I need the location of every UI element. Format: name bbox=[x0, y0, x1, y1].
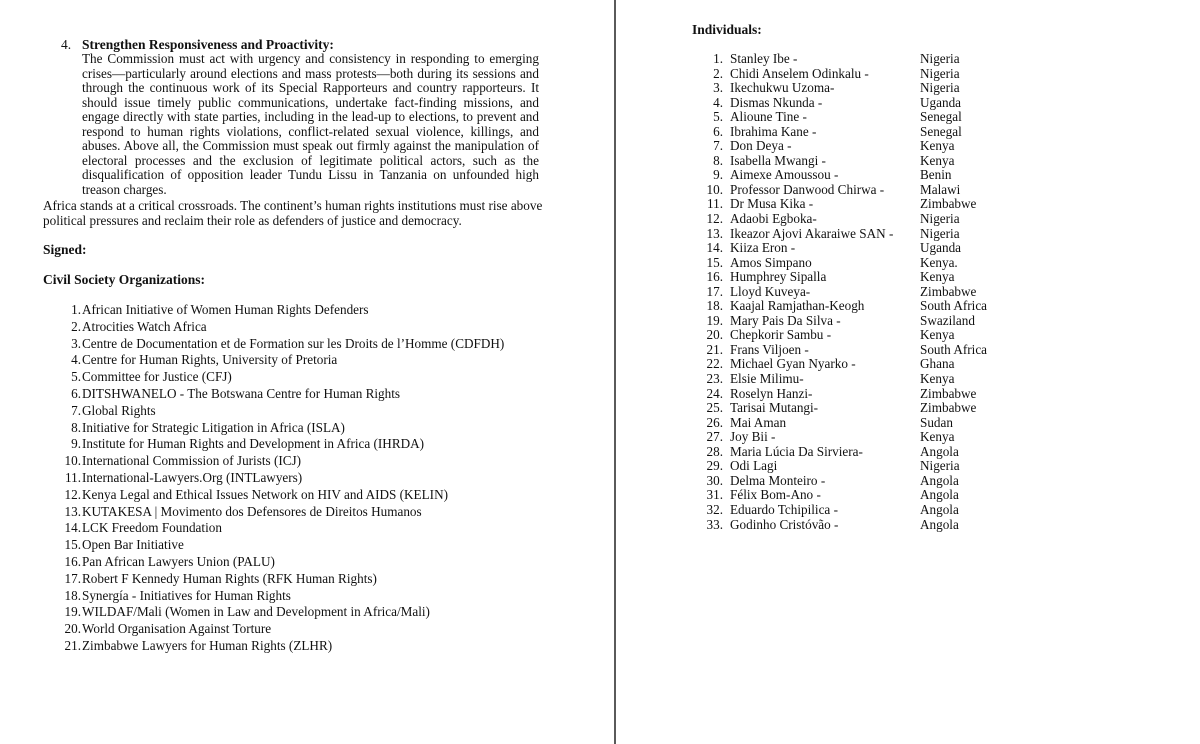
individual-item bbox=[690, 474, 990, 489]
organization-item bbox=[43, 453, 302, 470]
individual-number: 32. bbox=[706, 501, 723, 517]
organization-name: LCK Freedom Foundation bbox=[82, 520, 222, 536]
section-4-number: 4. bbox=[61, 37, 72, 52]
individual-name: Alioune Tine - bbox=[730, 109, 807, 125]
individual-item bbox=[690, 183, 990, 198]
individual-country: Uganda bbox=[920, 240, 962, 256]
individual-item bbox=[690, 328, 990, 343]
individual-country: Angola bbox=[920, 472, 959, 488]
organization-number: 10. bbox=[64, 453, 81, 469]
organization-number: 19. bbox=[64, 604, 81, 620]
organization-name: Centre for Human Rights, University of Pretoria bbox=[82, 352, 338, 368]
organization-item bbox=[43, 621, 272, 638]
individual-item bbox=[690, 357, 990, 372]
organization-name: Robert F Kennedy Human Rights (RFK Human Rights) bbox=[82, 570, 377, 586]
individual-item bbox=[690, 430, 990, 445]
organization-name: KUTAKESA | Movimento dos Defensores de Direitos Humanos bbox=[82, 503, 422, 519]
individual-name: Dr Musa Kika - bbox=[730, 196, 814, 212]
individual-name: Tarisai Mutangi- bbox=[730, 400, 819, 416]
section-4-title: Strengthen Responsiveness and Proactivity: bbox=[82, 37, 334, 52]
organization-number: 8. bbox=[71, 419, 81, 435]
organization-name: Zimbabwe Lawyers for Human Rights (ZLHR) bbox=[82, 637, 333, 653]
organization-name: International Commission of Jurists (ICJ) bbox=[82, 453, 302, 469]
individual-country: Kenya. bbox=[920, 254, 958, 270]
individual-country: South Africa bbox=[920, 341, 988, 357]
individual-name: Chidi Anselem Odinkalu - bbox=[730, 65, 869, 81]
individual-item bbox=[690, 96, 990, 111]
organization-item bbox=[43, 553, 275, 571]
organization-item bbox=[43, 419, 345, 437]
organization-item bbox=[43, 570, 377, 588]
individual-number: 11. bbox=[707, 196, 723, 212]
individual-number: 1. bbox=[713, 51, 723, 66]
individual-country: Kenya bbox=[920, 371, 955, 387]
organization-name: Institute for Human Rights and Development in Africa (IHRDA) bbox=[82, 436, 425, 452]
organization-item bbox=[43, 335, 505, 353]
organization-name: Synergía - Initiatives for Human Rights bbox=[82, 587, 291, 603]
individual-item bbox=[690, 401, 990, 416]
individual-item bbox=[690, 256, 990, 271]
individual-country: Zimbabwe bbox=[920, 283, 977, 299]
organization-number: 14. bbox=[64, 520, 81, 536]
individual-name: Odi Lagi bbox=[730, 458, 778, 474]
individual-name: Félix Bom-Ano - bbox=[730, 487, 821, 503]
individual-number: 21. bbox=[706, 341, 723, 357]
organization-name: Initiative for Strategic Litigation in Africa (ISLA) bbox=[82, 419, 345, 435]
organization-item bbox=[43, 385, 401, 403]
individual-name: Chepkorir Sambu - bbox=[730, 327, 832, 343]
organization-name: Atrocities Watch Africa bbox=[82, 318, 207, 334]
organization-number: 16. bbox=[64, 553, 81, 569]
individual-country: Ghana bbox=[920, 356, 955, 372]
individual-country: South Africa bbox=[920, 298, 988, 314]
individual-number: 22. bbox=[706, 356, 723, 372]
individual-number: 16. bbox=[706, 269, 723, 285]
individual-item bbox=[690, 154, 990, 169]
individual-country: Kenya bbox=[920, 138, 955, 154]
individual-name: Godinho Cristóvão - bbox=[730, 516, 839, 532]
individual-country: Nigeria bbox=[920, 65, 960, 81]
individual-number: 28. bbox=[706, 443, 723, 459]
individual-name: Mai Aman bbox=[730, 414, 787, 430]
individual-name: Roselyn Hanzi- bbox=[730, 385, 813, 401]
individual-number: 23. bbox=[706, 371, 723, 387]
organization-number: 15. bbox=[64, 537, 81, 553]
individual-number: 3. bbox=[713, 80, 723, 96]
individual-item bbox=[690, 52, 990, 67]
individual-item bbox=[690, 387, 990, 402]
organization-item bbox=[43, 503, 422, 521]
individual-item bbox=[690, 372, 990, 387]
organization-item bbox=[43, 302, 369, 319]
individual-name: Joy Bii - bbox=[730, 429, 776, 445]
individual-country: Kenya bbox=[920, 429, 955, 445]
individual-item bbox=[690, 299, 990, 314]
individual-country: Benin bbox=[920, 167, 952, 183]
individual-country: Uganda bbox=[920, 94, 962, 110]
individual-name: Eduardo Tchipilica - bbox=[730, 501, 838, 517]
individual-number: 4. bbox=[713, 94, 723, 110]
organization-name: DITSHWANELO - The Botswana Centre for Human Rights bbox=[82, 385, 401, 401]
organization-item bbox=[43, 352, 338, 369]
individual-name: Michael Gyan Nyarko - bbox=[730, 356, 856, 372]
individual-country: Angola bbox=[920, 501, 959, 517]
individual-name: Dismas Nkunda - bbox=[730, 94, 823, 110]
individual-item bbox=[690, 168, 990, 183]
organization-number: 2. bbox=[71, 318, 81, 334]
individual-item bbox=[690, 445, 990, 460]
individual-name: Amos Simpano bbox=[730, 254, 812, 270]
individual-country: Nigeria bbox=[920, 80, 960, 96]
individual-item bbox=[690, 503, 990, 518]
individual-name: Mary Pais Da Silva - bbox=[730, 312, 841, 328]
individual-country: Kenya bbox=[920, 327, 955, 343]
organization-item bbox=[43, 537, 184, 554]
individual-name: Stanley Ibe - bbox=[730, 51, 798, 66]
individual-number: 6. bbox=[713, 123, 723, 139]
individual-item bbox=[690, 285, 990, 300]
organization-item bbox=[43, 520, 222, 537]
individual-name: Maria Lúcia Da Sirviera- bbox=[730, 443, 863, 459]
individual-country: Angola bbox=[920, 443, 959, 459]
individual-name: Kaajal Ramjathan-Keogh bbox=[730, 298, 865, 314]
individual-country: Kenya bbox=[920, 269, 955, 285]
organization-number: 9. bbox=[71, 436, 81, 452]
individual-name: Frans Viljoen - bbox=[730, 341, 809, 357]
individual-country: Angola bbox=[920, 487, 959, 503]
individual-number: 29. bbox=[706, 458, 723, 474]
organization-number: 12. bbox=[64, 486, 81, 502]
individuals-heading: Individuals: bbox=[692, 22, 762, 37]
individual-number: 27. bbox=[706, 429, 723, 445]
individual-name: Ikechukwu Uzoma- bbox=[730, 80, 835, 96]
individual-name: Adaobi Egboka- bbox=[730, 211, 817, 227]
individual-number: 10. bbox=[706, 181, 723, 197]
organization-number: 7. bbox=[71, 402, 81, 418]
section-4-body: The Commission must act with urgency and consistency in responding to emerging crises—particularly around elections and mass protests—both during its sessions and through the continuous work of its Special Rapporteurs and country rapporteurs. It should issue timely public communications, undertake fact-finding missions, and engage directly with state parties, including in the lead-up to elections, to prevent and respond to human rights violations, conflict-related sexual violence, killings, and abuses. Above all, the Commission must speak out firmly against the manipulation of electoral processes and the exclusion of legitimate political actors, such as the disqualification of opposition leader Tundu Lissu in Tanzania on unfounded high treason charges. bbox=[82, 51, 539, 197]
organization-number: 17. bbox=[64, 570, 81, 586]
individual-country: Nigeria bbox=[920, 51, 960, 66]
organization-name: Kenya Legal and Ethical Issues Network on HIV and AIDS (KELIN) bbox=[82, 486, 448, 502]
individual-country: Nigeria bbox=[920, 458, 960, 474]
organizations-list bbox=[43, 302, 505, 655]
individual-number: 7. bbox=[713, 138, 723, 154]
organization-name: Pan African Lawyers Union (PALU) bbox=[82, 553, 275, 569]
individual-name: Humphrey Sipalla bbox=[730, 269, 827, 285]
organization-number: 4. bbox=[71, 352, 81, 368]
individual-number: 30. bbox=[706, 472, 723, 488]
closing-paragraph: Africa stands at a critical crossroads. The continent’s human rights institutions must rise above political pressures and reclaim their role as defenders of justice and democracy. bbox=[43, 198, 543, 228]
individual-item bbox=[690, 343, 990, 358]
individual-country: Zimbabwe bbox=[920, 400, 977, 416]
individual-number: 9. bbox=[713, 167, 723, 183]
organization-item bbox=[43, 318, 207, 336]
individual-item bbox=[690, 416, 990, 431]
individual-number: 5. bbox=[713, 109, 723, 125]
individual-item bbox=[690, 518, 990, 533]
individual-item bbox=[690, 241, 990, 256]
organization-name: World Organisation Against Torture bbox=[82, 621, 272, 637]
individual-item bbox=[690, 197, 990, 212]
individual-country: Nigeria bbox=[920, 225, 960, 241]
individual-name: Elsie Milimu- bbox=[730, 371, 804, 387]
individual-country: Swaziland bbox=[920, 312, 975, 328]
organization-number: 13. bbox=[64, 503, 81, 519]
organization-name: Committee for Justice (CFJ) bbox=[82, 369, 232, 385]
organization-name: WILDAF/Mali (Women in Law and Development in Africa/Mali) bbox=[82, 604, 430, 620]
individual-item bbox=[690, 270, 990, 285]
individual-name: Kiiza Eron - bbox=[730, 240, 796, 256]
individual-number: 2. bbox=[713, 65, 723, 81]
individual-number: 8. bbox=[713, 152, 723, 168]
organization-number: 20. bbox=[64, 621, 81, 637]
individual-name: Isabella Mwangi - bbox=[730, 152, 826, 168]
individual-item bbox=[690, 459, 990, 474]
individual-number: 18. bbox=[706, 298, 723, 314]
individual-country: Nigeria bbox=[920, 211, 960, 227]
organization-item bbox=[43, 486, 448, 504]
organization-item bbox=[43, 436, 425, 453]
individuals-list bbox=[690, 52, 990, 532]
individual-number: 17. bbox=[706, 283, 723, 299]
organization-name: Open Bar Initiative bbox=[82, 537, 184, 553]
organization-name: Global Rights bbox=[82, 402, 156, 418]
cso-heading: Civil Society Organizations: bbox=[43, 272, 205, 287]
individual-number: 19. bbox=[706, 312, 723, 328]
individual-item bbox=[690, 67, 990, 82]
organization-item bbox=[43, 402, 156, 420]
organization-name: African Initiative of Women Human Rights Defenders bbox=[82, 302, 369, 317]
organization-number: 1. bbox=[71, 302, 81, 317]
individual-country: Sudan bbox=[920, 414, 953, 430]
individual-item bbox=[690, 81, 990, 96]
organization-item bbox=[43, 587, 291, 605]
individual-item bbox=[690, 139, 990, 154]
individual-name: Aimexe Amoussou - bbox=[730, 167, 839, 183]
organization-item bbox=[43, 469, 303, 487]
organization-number: 5. bbox=[71, 369, 81, 385]
individual-item bbox=[690, 212, 990, 227]
organization-number: 11. bbox=[65, 469, 81, 485]
individual-number: 13. bbox=[706, 225, 723, 241]
individual-number: 12. bbox=[706, 211, 723, 227]
organization-name: Centre de Documentation et de Formation sur les Droits de l’Homme (CDFDH) bbox=[82, 335, 505, 351]
individual-name: Ikeazor Ajovi Akaraiwe SAN - bbox=[730, 225, 894, 241]
organization-item bbox=[43, 369, 232, 386]
individual-number: 14. bbox=[706, 240, 723, 256]
individual-country: Angola bbox=[920, 516, 959, 532]
individual-number: 20. bbox=[706, 327, 723, 343]
organization-item bbox=[43, 604, 430, 621]
individual-country: Malawi bbox=[920, 181, 961, 197]
organization-number: 21. bbox=[64, 637, 81, 653]
individual-country: Senegal bbox=[920, 123, 962, 139]
individual-item bbox=[690, 110, 990, 125]
organization-number: 18. bbox=[64, 587, 81, 603]
individual-name: Ibrahima Kane - bbox=[730, 123, 817, 139]
individual-item bbox=[690, 227, 990, 242]
organization-name: International-Lawyers.Org (INTLawyers) bbox=[82, 469, 303, 485]
individual-item bbox=[690, 488, 990, 503]
individual-name: Don Deya - bbox=[730, 138, 792, 154]
organization-number: 6. bbox=[71, 385, 81, 401]
organization-item bbox=[43, 637, 333, 655]
individual-country: Senegal bbox=[920, 109, 962, 125]
signed-heading: Signed: bbox=[43, 242, 87, 257]
individual-number: 33. bbox=[706, 516, 723, 532]
individual-name: Delma Monteiro - bbox=[730, 472, 826, 488]
organization-number: 3. bbox=[71, 335, 81, 351]
individual-item bbox=[690, 125, 990, 140]
individual-number: 15. bbox=[706, 254, 723, 270]
individual-country: Kenya bbox=[920, 152, 955, 168]
individual-number: 31. bbox=[706, 487, 723, 503]
individual-country: Zimbabwe bbox=[920, 196, 977, 212]
individual-number: 26. bbox=[706, 414, 723, 430]
individual-name: Professor Danwood Chirwa - bbox=[730, 181, 885, 197]
individual-item bbox=[690, 314, 990, 329]
individual-name: Lloyd Kuveya- bbox=[730, 283, 811, 299]
individual-number: 25. bbox=[706, 400, 723, 416]
individual-number: 24. bbox=[706, 385, 723, 401]
individual-country: Zimbabwe bbox=[920, 385, 977, 401]
